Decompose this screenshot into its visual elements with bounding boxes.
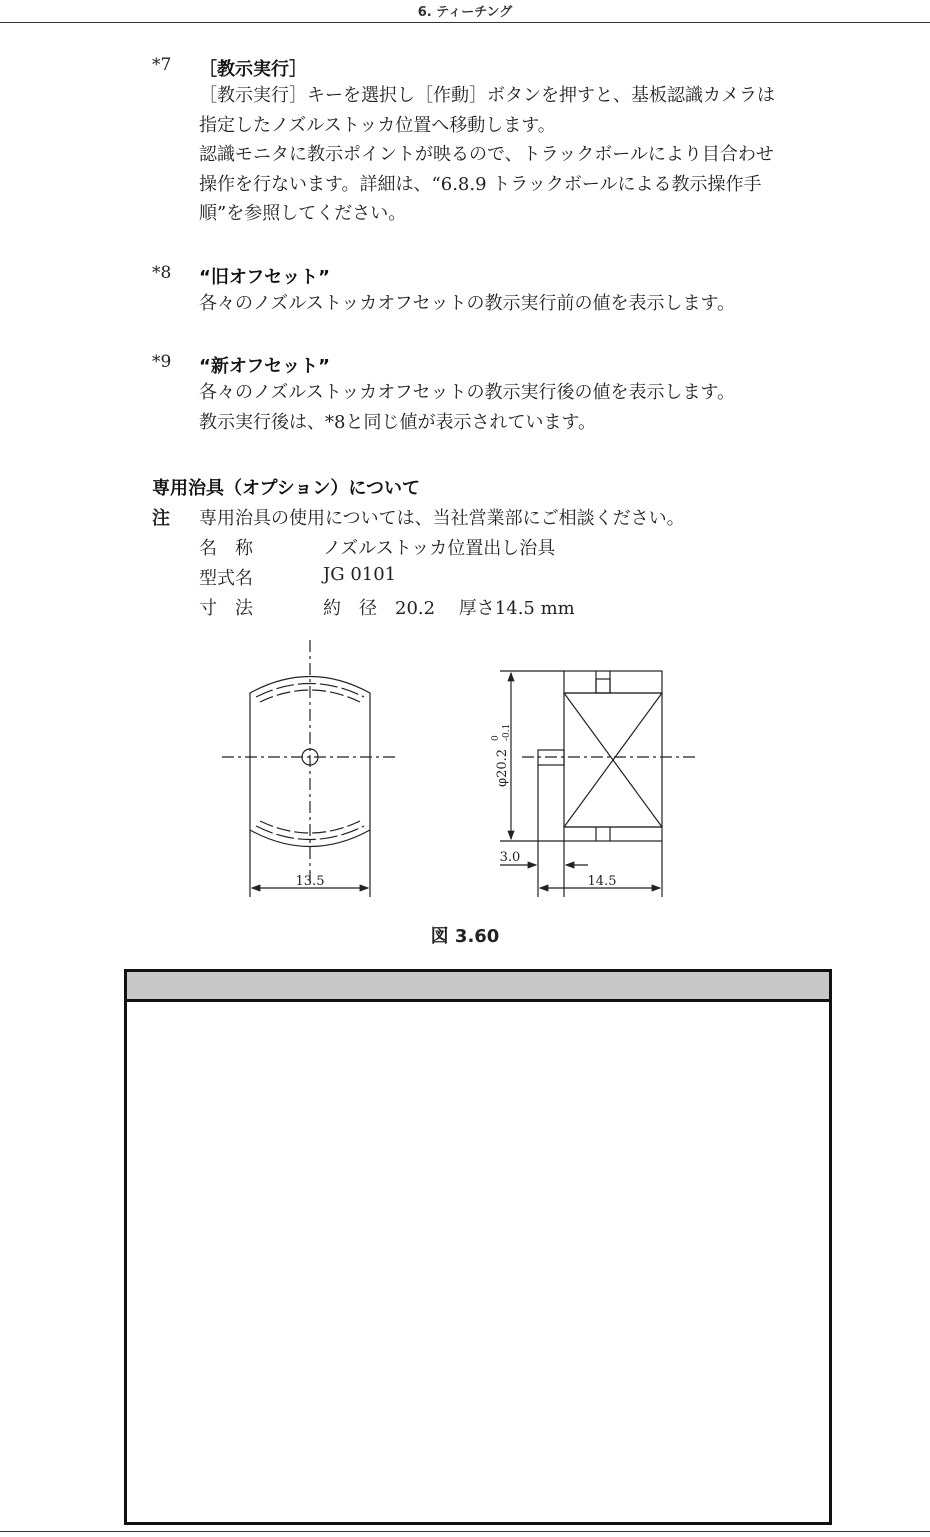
body-line: 各々のノズルストッカオフセットの教示実行後の値を表示します。: [199, 382, 736, 403]
item-heading: ［教示実行］: [199, 59, 307, 80]
body-line: 操作を行ないます。詳細は、“6.8.9 トラックボールによる教示操作手: [199, 173, 762, 195]
item-body: [199, 378, 735, 437]
figure-caption: 図 3.60: [430, 926, 500, 947]
blank-box: [124, 969, 832, 1525]
body-line: 順”を参照してください。: [199, 203, 407, 224]
jig-drawing: [200, 635, 720, 905]
page-header: [0, 0, 930, 23]
spec-value: ノズルストッカ位置出し治具: [323, 538, 556, 559]
spec-key: 寸 法: [199, 598, 253, 619]
body-line: 指定したノズルストッカ位置へ移動します。: [199, 114, 556, 136]
dim-thickness: 14.5: [587, 874, 617, 889]
note-text: [199, 504, 685, 530]
jig-heading: 専用治具（オプション）について: [152, 478, 421, 499]
item-heading: “旧オフセット”: [199, 267, 330, 288]
body-line: 教示実行後は、*8と同じ値が表示されています。: [199, 411, 597, 433]
dim-diameter: φ20.2: [495, 748, 510, 787]
front-view: [222, 640, 396, 897]
note-text-content: 専用治具の使用については、当社営業部にご相談ください。: [199, 508, 685, 529]
body-line: ［教示実行］キーを選択し［作動］ボタンを押すと、基板認識カメラは: [199, 85, 775, 106]
item-body: [199, 81, 775, 229]
dim-width-front: 13.5: [295, 874, 325, 889]
body-line: 認識モニタに教示ポイントが映るので、トラックボールにより目合わせ: [199, 144, 774, 165]
item-number: *8: [152, 263, 172, 283]
item-heading: “新オフセット”: [199, 356, 330, 377]
dim-diameter-group: [491, 724, 512, 787]
dim-tol-lower: -0.1: [502, 723, 512, 741]
item-body: [199, 289, 735, 319]
body-line: 各々のノズルストッカオフセットの教示実行前の値を表示します。: [199, 293, 736, 314]
note-label: 注: [152, 508, 170, 529]
dim-pin: 3.0: [499, 850, 521, 865]
item-number: *7: [152, 55, 172, 75]
footer-rule: [0, 1531, 930, 1532]
page-header-title: 6. ティーチング: [417, 5, 513, 20]
spec-key: 型式名: [199, 568, 253, 589]
spec-value: 約 径 20.2 厚さ14.5 mm: [323, 598, 575, 619]
spec-value: JG 0101: [323, 564, 397, 585]
side-view: [500, 671, 696, 897]
spec-key: 名 称: [199, 538, 253, 559]
dim-tol-upper: 0: [491, 735, 501, 741]
blank-box-header: [127, 972, 829, 1002]
item-number: *9: [152, 352, 172, 372]
